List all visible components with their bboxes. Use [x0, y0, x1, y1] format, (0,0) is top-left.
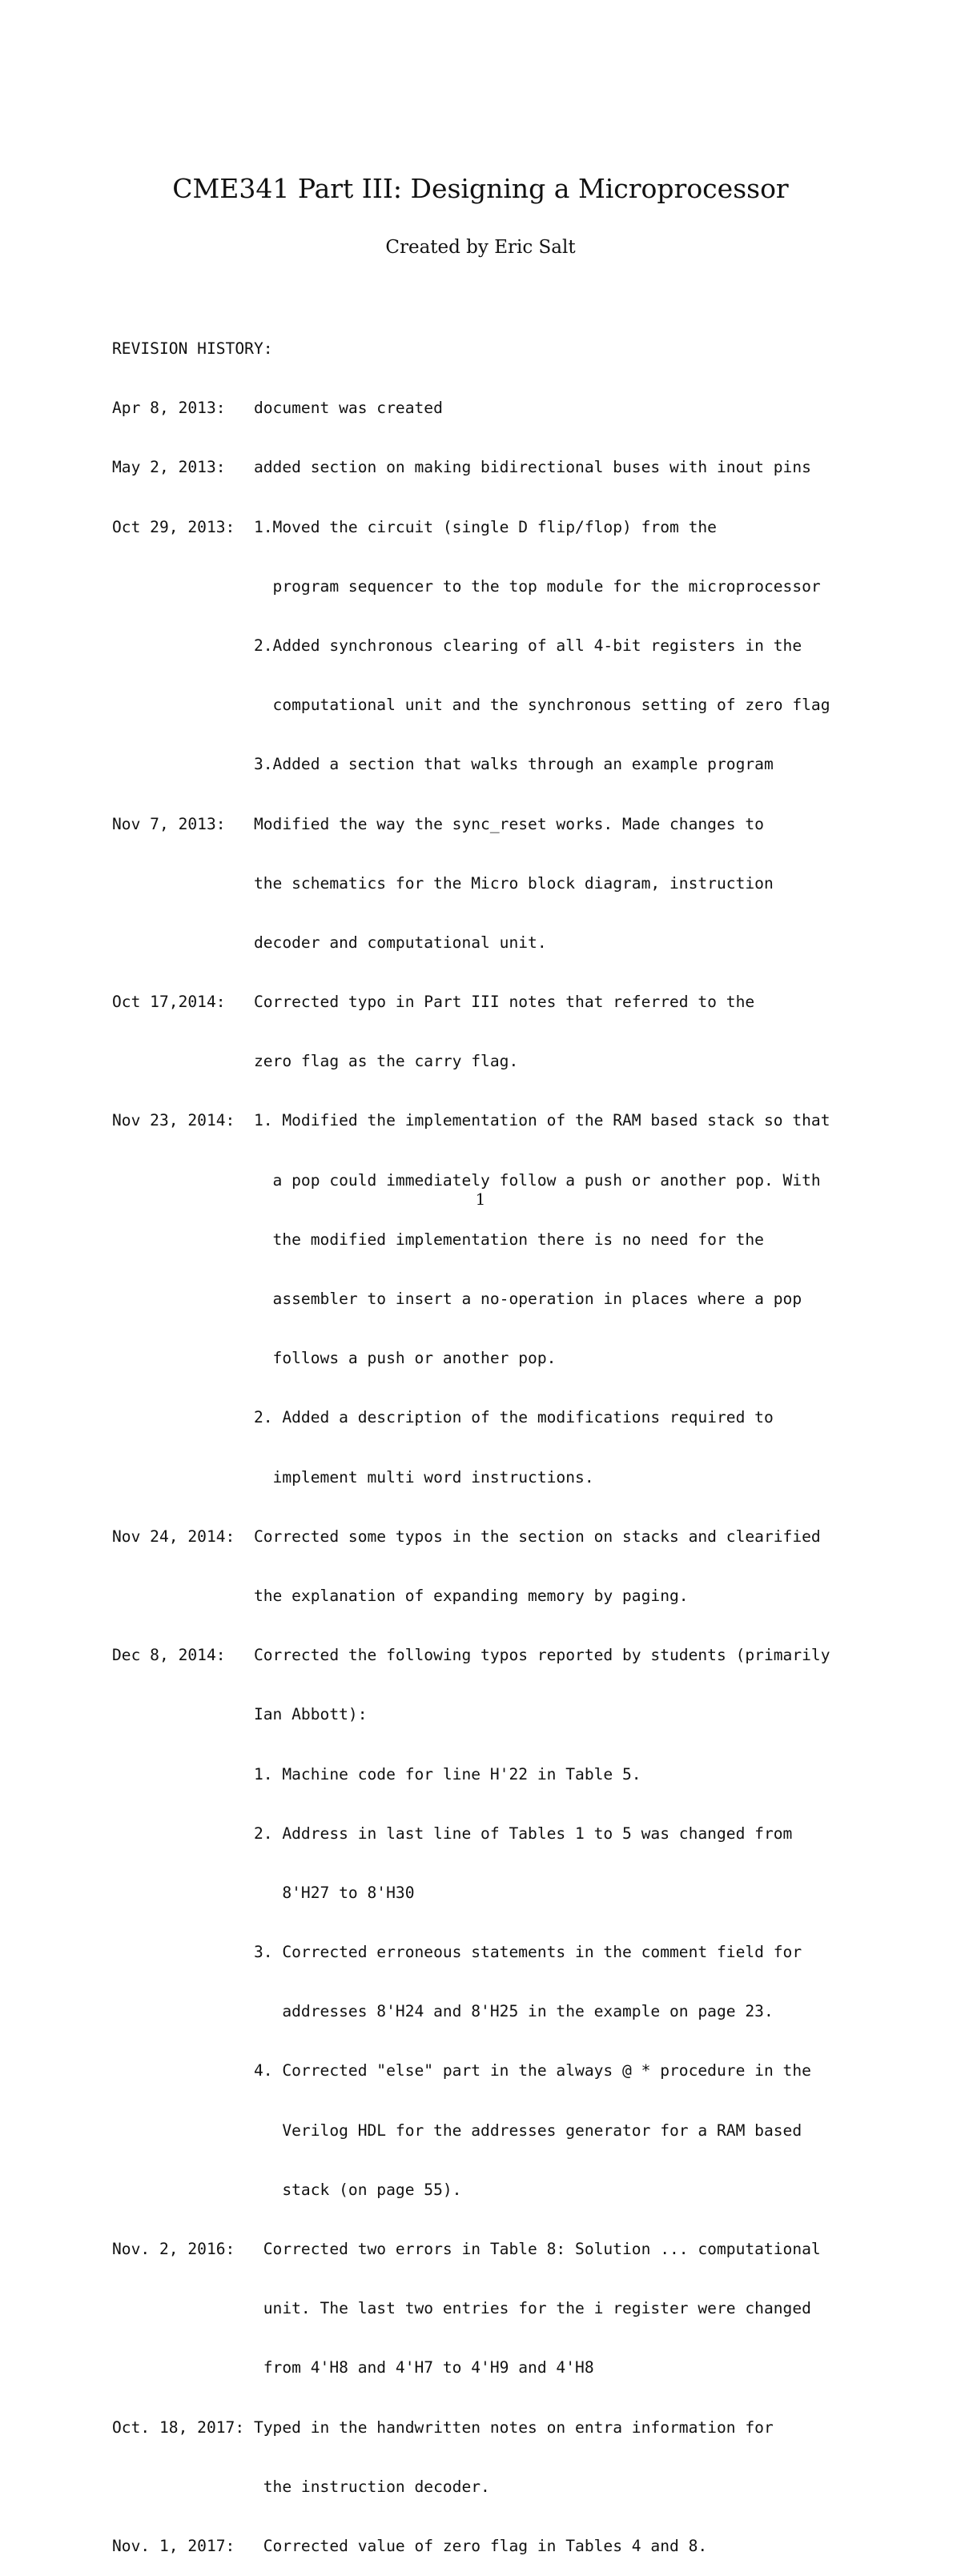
revision-line: 3.Added a section that walks through an example program	[112, 755, 774, 774]
revision-line: Nov. 2, 2016: Corrected two errors in Table 8: Solution ... computational	[112, 2240, 821, 2258]
page-number: 1	[475, 1190, 486, 1209]
revision-line: Oct 29, 2013: 1.Moved the circuit (single D flip/flop) from the	[112, 517, 717, 536]
document-title: CME341 Part III: Designing a Microprocessor	[172, 173, 789, 204]
revision-line: the modified implementation there is no need for the	[112, 1230, 764, 1249]
revision-line: zero flag as the carry flag.	[112, 1052, 519, 1071]
revision-line: unit. The last two entries for the i register were changed	[112, 2299, 811, 2318]
revision-line: stack (on page 55).	[112, 2180, 462, 2199]
revision-line: the instruction decoder.	[112, 2477, 490, 2496]
revision-line: 2. Added a description of the modifications required to	[112, 1408, 774, 1427]
revision-line: Dec 8, 2014: Corrected the following typos reported by students (primarily	[112, 1646, 830, 1665]
revision-history	[112, 301, 913, 2576]
revision-line: the schematics for the Micro block diagram, instruction	[112, 873, 774, 893]
revision-line: Verilog HDL for the addresses generator for a RAM based	[112, 2121, 802, 2140]
revision-line: a pop could immediately follow a push or another pop. With	[112, 1170, 821, 1190]
revision-line: Oct 17,2014: Corrected typo in Part III notes that referred to the	[112, 993, 755, 1012]
revision-line: implement multi word instructions.	[112, 1467, 594, 1487]
revision-line: from 4'H8 and 4'H7 to 4'H9 and 4'H8	[112, 2358, 594, 2377]
revision-line: May 2, 2013: added section on making bidirectional buses with inout pins	[112, 458, 811, 477]
revision-line: the explanation of expanding memory by paging.	[112, 1586, 689, 1605]
revision-line: Apr 8, 2013: document was created	[112, 399, 443, 418]
revision-line: follows a push or another pop.	[112, 1349, 557, 1368]
revision-line: 2. Address in last line of Tables 1 to 5 was changed from	[112, 1824, 793, 1843]
revision-line: 8'H27 to 8'H30	[112, 1883, 415, 1902]
revision-line: program sequencer to the top module for the microprocessor	[112, 576, 821, 596]
revision-line: 4. Corrected "else" part in the always @ * procedure in the	[112, 2061, 811, 2080]
revision-line: Nov. 1, 2017: Corrected value of zero flag in Tables 4 and 8.	[112, 2536, 708, 2555]
revision-line: 3. Corrected erroneous statements in the comment field for	[112, 1943, 802, 1962]
revision-line: Ian Abbott):	[112, 1705, 368, 1724]
revision-line: 1. Machine code for line H'22 in Table 5.	[112, 1764, 641, 1784]
revision-line: decoder and computational unit.	[112, 933, 547, 952]
revision-line: computational unit and the synchronous setting of zero flag	[112, 696, 830, 715]
revision-line: Nov 23, 2014: 1. Modified the implementation of the RAM based stack so that	[112, 1111, 830, 1130]
revision-history-heading: REVISION HISTORY:	[112, 339, 273, 358]
revision-line: Nov 7, 2013: Modified the way the sync_reset works. Made changes to	[112, 814, 764, 833]
revision-line: addresses 8'H24 and 8'H25 in the example on page 23.	[112, 2002, 774, 2021]
revision-line: Nov 24, 2014: Corrected some typos in the section on stacks and clearified	[112, 1527, 821, 1546]
document-author: Created by Eric Salt	[385, 237, 576, 258]
revision-line: 2.Added synchronous clearing of all 4-bit registers in the	[112, 636, 802, 655]
revision-line: assembler to insert a no-operation in places where a pop	[112, 1290, 802, 1308]
revision-line: Oct. 18, 2017: Typed in the handwritten notes on entra information for	[112, 2418, 774, 2437]
